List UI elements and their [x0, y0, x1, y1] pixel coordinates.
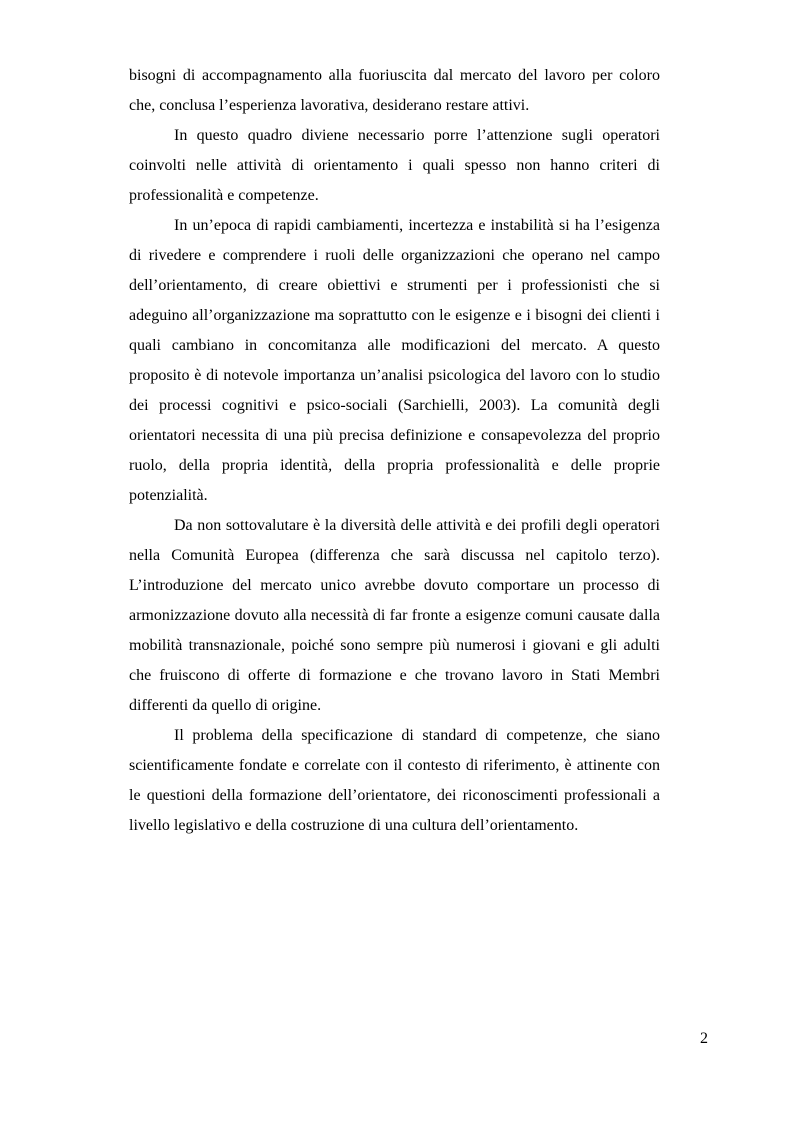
paragraph-european-community: Da non sottovalutare è la diversità delle attività e dei profili degli operatori nella Comunità Europea (differenza che sarà discussa nel capitolo terzo). L’introduzione del mercato unico avrebbe dovuto comportare un processo di armonizzazione dovuto alla necessità di far fronte a esigenze comuni causate dalla mobilità transnazionale, poiché sono sempre più numerosi i giovani e gli adulti che fruiscono di offerte di formazione e che trovano lavoro in Stati Membri differenti da quello di origine.: [129, 517, 660, 714]
paragraph-competence-standards: Il problema della specificazione di standard di competenze, che siano scientificamente fondate e correlate con il contesto di riferimento, è attinente con le questioni della formazione dell’orientatore, dei riconoscimenti professionali a livello legislativo e della costruzione di una cultura dell’orientamento.: [129, 727, 660, 834]
paragraph-continuation: bisogni di accompagnamento alla fuoriuscita dal mercato del lavoro per coloro che, conclusa l’esperienza lavorativa, desiderano restare attivi.: [129, 67, 660, 114]
page-number: 2: [700, 1030, 708, 1047]
page-body: [129, 61, 660, 841]
paragraph-rapid-changes: In un’epoca di rapidi cambiamenti, incertezza e instabilità si ha l’esigenza di rivedere e comprendere i ruoli delle organizzazioni che operano nel campo dell’orientamento, di creare obiettivi e strumenti per i professionisti che si adeguino all’organizzazione ma soprattutto con le esigenze e i bisogni dei clienti i quali cambiano in concomitanza alle modificazioni del mercato. A questo proposito è di notevole importanza un’analisi psicologica del lavoro con lo studio dei processi cognitivi e psico-sociali (Sarchielli, 2003). La comunità degli orientatori necessita di una più precisa definizione e consapevolezza del proprio ruolo, della propria identità, della propria professionalità e delle proprie potenzialità.: [129, 217, 660, 504]
paragraph-operators: In questo quadro diviene necessario porre l’attenzione sugli operatori coinvolti nelle attività di orientamento i quali spesso non hanno criteri di professionalità e competenze.: [129, 127, 660, 204]
